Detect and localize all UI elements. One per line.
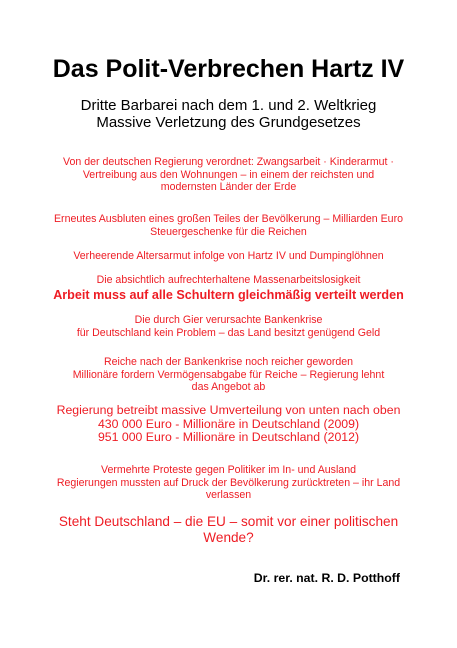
statement-line: modernsten Länder der Erde [160, 181, 297, 193]
statement-line: Vermehrte Proteste gegen Politiker im In- und Ausland [101, 464, 356, 476]
statement-line: Von der deutschen Regierung verordnet: Zwangsarbeit · Kinderarmut · [63, 156, 394, 168]
statement-line: für Deutschland kein Problem – das Land besitzt genügend Geld [76, 326, 381, 339]
statement-old-age-poverty [40, 250, 417, 263]
statement-forced-labor [40, 156, 417, 194]
statement-line: Verheerende Altersarmut infolge von Hartz IV und Dumpinglöhnen [73, 250, 384, 262]
statement-line: Regierung betreibt massive Umverteilung von unten nach oben [56, 403, 401, 417]
statement-line: Wende? [203, 530, 254, 545]
statement-line: 951 000 Euro - Millionäre in Deutschland (2012) [97, 430, 360, 444]
statement-line: verlassen [205, 489, 252, 501]
page-title: Das Polit-Verbrechen Hartz IV [52, 55, 405, 83]
statement-line: Steuergeschenke für die Reichen [150, 225, 307, 238]
subtitle [0, 97, 457, 131]
statement-bank-crisis [40, 314, 417, 339]
statement-redistribution [40, 404, 417, 445]
statement-line: Die absichtlich aufrechterhaltene Massenarbeitslosigkeit [96, 274, 361, 286]
statement-bleeding-population [40, 213, 417, 238]
statement-political-turn [40, 514, 417, 546]
statement-rich-richer [40, 356, 417, 394]
statement-line: Millionäre fordern Vermögensabgabe für Reiche – Regierung lehnt [72, 368, 385, 381]
statement-mass-unemployment [40, 274, 417, 303]
statement-line: das Angebot ab [191, 381, 266, 393]
subtitle-line-1: Dritte Barbarei nach dem 1. und 2. Weltkrieg [80, 97, 377, 114]
statement-line: 430 000 Euro - Millionäre in Deutschland (2009) [97, 416, 360, 431]
statement-line: Die durch Gier verursachte Bankenkrise [134, 314, 323, 326]
statement-line: Regierungen mussten auf Druck der Bevölkerung zurücktreten – ihr Land [56, 476, 401, 489]
statement-emphasis-line: Arbeit muss auf alle Schultern gleichmäßig verteilt werden [53, 287, 404, 302]
statement-line: Vertreibung aus den Wohnungen – in einem der reichsten und [82, 168, 375, 181]
statement-protests [40, 464, 417, 502]
statement-line: Steht Deutschland – die EU – somit vor einer politischen [58, 514, 399, 529]
author-name: Dr. rer. nat. R. D. Potthoff [253, 571, 400, 585]
statement-line: Erneutes Ausbluten eines großen Teiles der Bevölkerung – Milliarden Euro [53, 213, 403, 225]
subtitle-line-2: Massive Verletzung des Grundgesetzes [96, 114, 361, 131]
statement-line: Reiche nach der Bankenkrise noch reicher geworden [103, 356, 354, 368]
